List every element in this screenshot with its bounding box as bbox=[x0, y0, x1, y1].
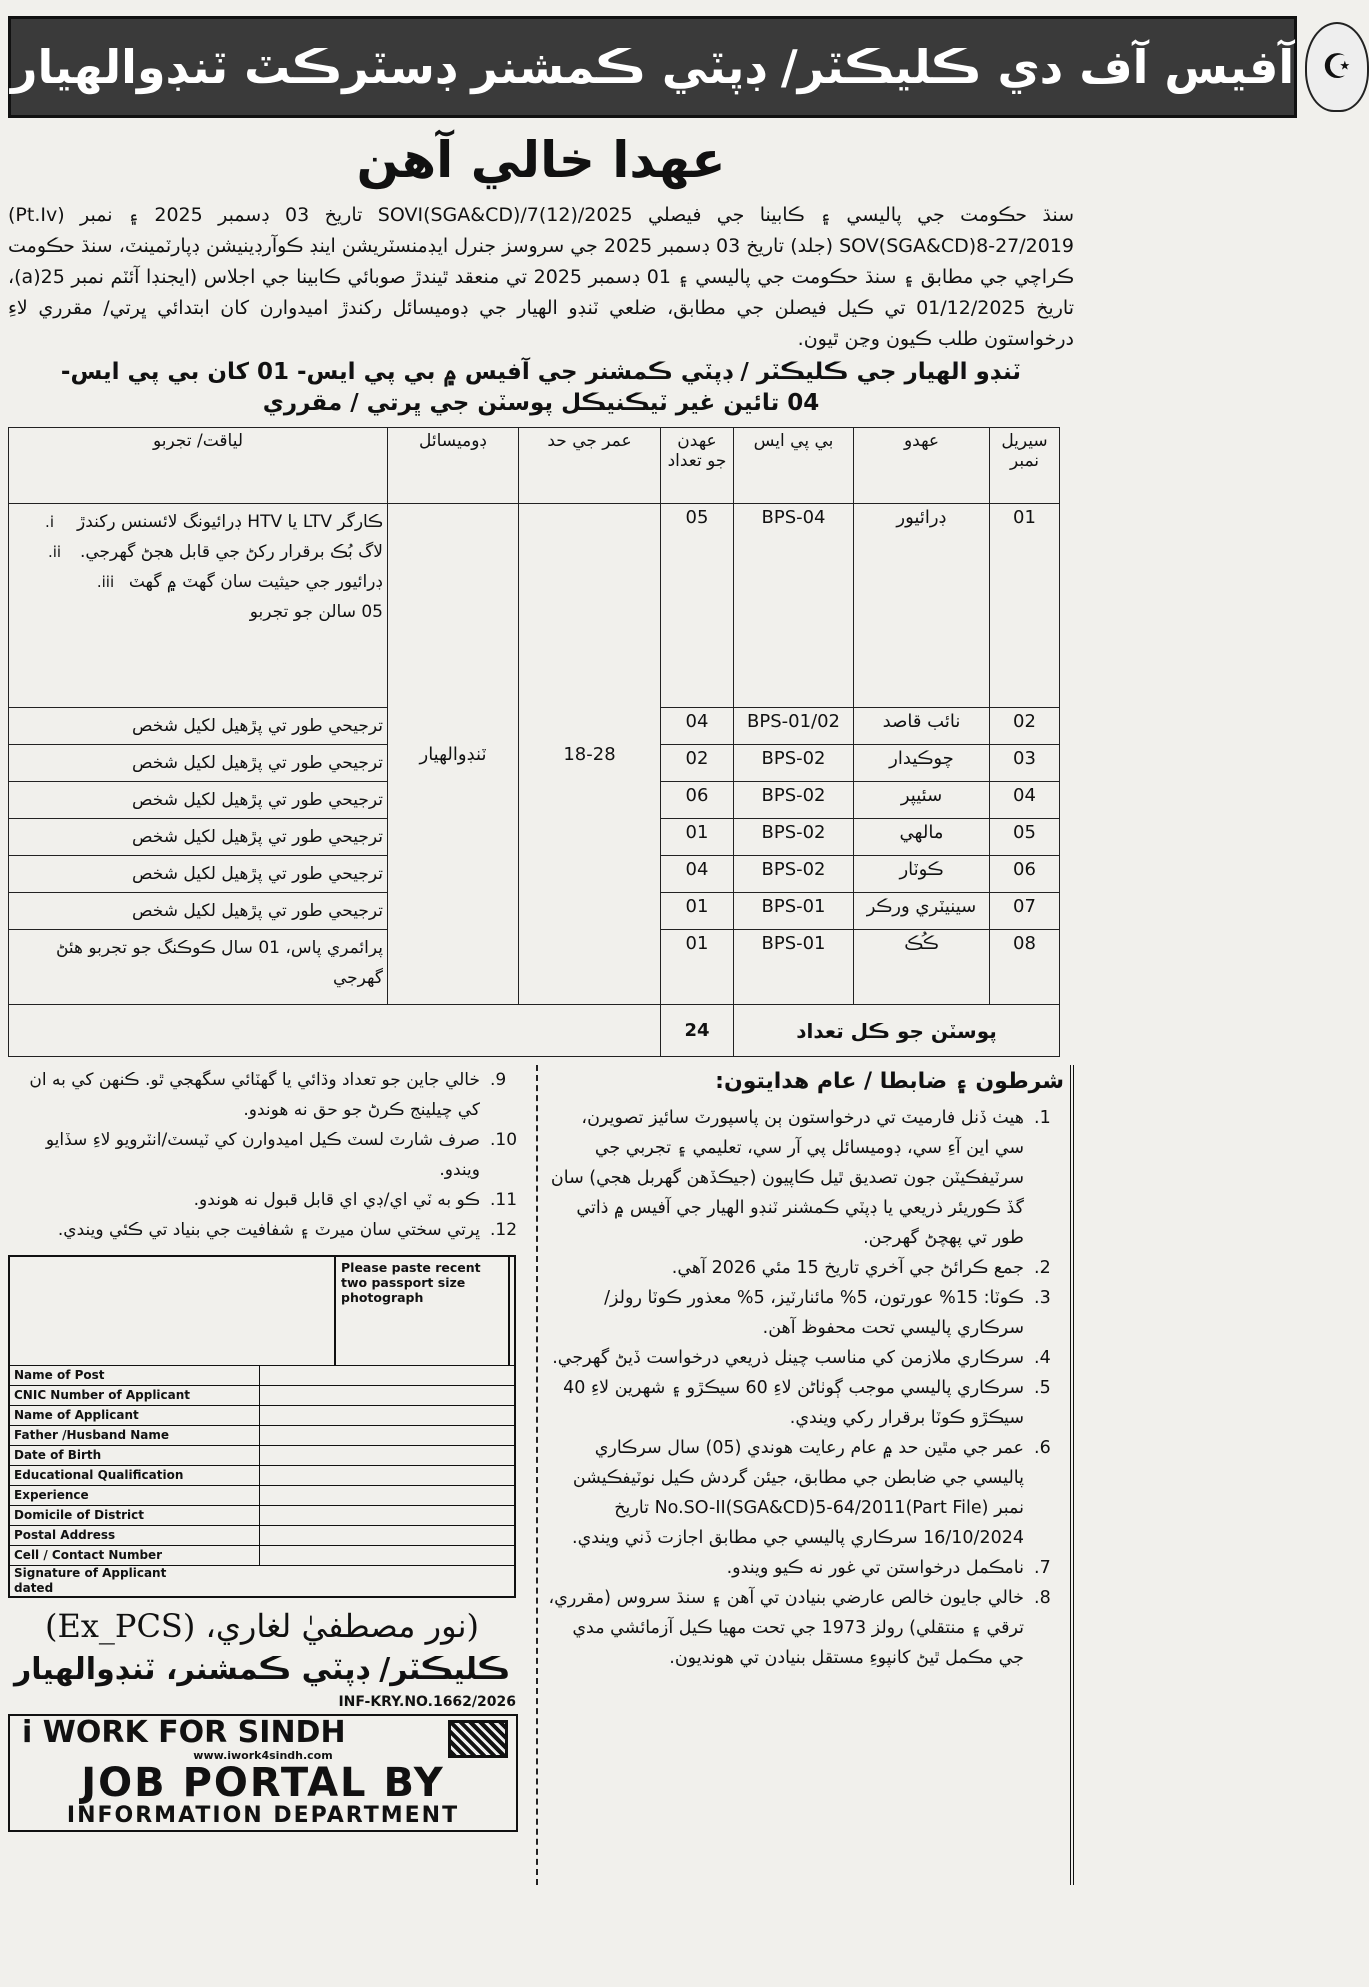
serial: 04 bbox=[990, 782, 1060, 819]
condition-item: 4. سرڪاري ملازمن کي مناسب چينل ذريعي درخواست ڏيڻ گهرجي. bbox=[552, 1348, 1051, 1368]
condition-item: 7. نامڪمل درخواستن تي غور نه ڪيو ويندو. bbox=[726, 1558, 1051, 1578]
qualification: ترجيحي طور تي پڙهيل لکيل شخص bbox=[9, 893, 388, 930]
left-column bbox=[8, 1065, 524, 1832]
additional-notes bbox=[8, 1065, 524, 1245]
note-item: 12. ڀرتي سختي سان ميرٽ ۽ شفافيت جي بنياد تي ڪئي ويندي. bbox=[57, 1220, 518, 1240]
post: سينيٽري ورڪر bbox=[854, 893, 990, 930]
form-field: Father /Husband Name bbox=[10, 1425, 514, 1445]
age-limit: 18-28 bbox=[519, 504, 661, 1005]
banner-url: www.iwork4sindh.com bbox=[193, 1749, 333, 1762]
signatory-name: (نور مصطفيٰ لغاري، (Ex_PCS) bbox=[45, 1607, 479, 1645]
total-empty bbox=[9, 1005, 661, 1057]
banner-line3: INFORMATION DEPARTMENT bbox=[66, 1803, 460, 1828]
count: 04 bbox=[661, 708, 734, 745]
count: 06 bbox=[661, 782, 734, 819]
bps: BPS-02 bbox=[734, 745, 854, 782]
count: 02 bbox=[661, 745, 734, 782]
post: ڪُڪ bbox=[854, 930, 990, 1005]
post: ڊرائيور bbox=[854, 504, 990, 708]
qualification-item: 05 سالن جو تجربو bbox=[249, 602, 383, 622]
application-form bbox=[8, 1255, 516, 1598]
qualification-item: ڪارگر LTV يا HTV ڊرائيونگ لائسنس رکندڙ i. bbox=[45, 512, 383, 532]
i-logo-icon: i bbox=[22, 1715, 33, 1750]
table-header-row bbox=[9, 428, 1060, 504]
col-serial: سيريل نمبر bbox=[990, 428, 1060, 504]
qualification: ترجيحي طور تي پڙهيل لکيل شخص bbox=[9, 856, 388, 893]
condition-item: 8. خالي جايون خالص عارضي بنيادن تي آهن ۽ سنڌ سروس (مقرري، ترقي ۽ منتقلي) رولز 1973 جي تحت مهيا ڪيل آزمائشي مدي جي مڪمل ٿيڻ کانپوءِ مستقل بنيادن تي هونديون. bbox=[548, 1588, 1051, 1668]
header-row bbox=[8, 16, 1353, 118]
post: چوڪيدار bbox=[854, 745, 990, 782]
serial: 07 bbox=[990, 893, 1060, 930]
condition-item: 6. عمر جي مٿين حد ۾ عام رعايت هوندي (05) سال سرڪاري پاليسي جي ضابطن جي مطابق، جيئن گردش ڪيل نوٽيفڪيشن نمبر No.SO-II(SGA&CD)5-64/2011(Part File) تاريخ 16/10/2024 سرڪاري پاليسي جي مطابق اجازت ڏني ويندي. bbox=[572, 1438, 1051, 1548]
post: ڪوٽار bbox=[854, 856, 990, 893]
form-field: Educational Qualification bbox=[10, 1465, 514, 1485]
office-title: آفيس آف دي ڪليڪٽر/ ڊپٽي ڪمشنر ڊسٽرڪٽ ٽنڊوالهيار bbox=[11, 40, 1295, 94]
condition-item: 1. هيٺ ڏنل فارميٽ تي درخواستون ٻن پاسپورٽ سائيز تصويرن، سي اين آءِ سي، ڊوميسائل پي آر سي، تعليمي ۽ تجربي جي سرٽيفڪيٽن جون تصديق ٿيل ڪاپيون (جيڪڏهن گهربل هجي) سان گڏ ڪوريئر ذريعي يا ڊپٽي ڪمشنر ٽنڊو الهيار جي آفيس ۾ ذاتي طور تي پهچڻ گهرجن. bbox=[550, 1108, 1051, 1248]
serial: 02 bbox=[990, 708, 1060, 745]
vacancies-heading: عهدا خالي آهن bbox=[356, 131, 726, 189]
serial: 05 bbox=[990, 819, 1060, 856]
form-field: Cell / Contact Number bbox=[10, 1545, 514, 1565]
count: 05 bbox=[661, 504, 734, 708]
signatory-designation: ڪليڪٽر/ ڊپٽي ڪمشنر، ٽنڊوالهيار bbox=[13, 1652, 511, 1687]
bps: BPS-04 bbox=[734, 504, 854, 708]
count: 04 bbox=[661, 856, 734, 893]
form-field: Experience bbox=[10, 1485, 514, 1505]
terms-heading: شرطون ۽ ضابطا / عام هدايتون: bbox=[715, 1069, 1064, 1094]
col-qualification: لياقت/ تجربو bbox=[9, 428, 388, 504]
total-label: پوسٽن جو ڪل تعداد bbox=[734, 1005, 1060, 1057]
bps: BPS-01 bbox=[734, 893, 854, 930]
qr-code-icon bbox=[448, 1720, 508, 1758]
inf-number: INF-KRY.NO.1662/2026 bbox=[338, 1694, 516, 1710]
serial: 01 bbox=[990, 504, 1060, 708]
bps: BPS-02 bbox=[734, 819, 854, 856]
serial: 03 bbox=[990, 745, 1060, 782]
bps: BPS-01 bbox=[734, 930, 854, 1005]
section-heading bbox=[8, 357, 1074, 419]
iwork-for-sindh-banner bbox=[8, 1714, 518, 1832]
total-count: 24 bbox=[661, 1005, 734, 1057]
section-heading-line: ٽنڊو الهيار جي ڪليڪٽر / ڊپٽي ڪمشنر جي آفيس ۾ بي پي ايس- 01 کان بي پي ايس- bbox=[60, 359, 1022, 385]
domicile: ٽنڊوالهيار bbox=[388, 504, 519, 1005]
form-field: Name of Applicant bbox=[10, 1405, 514, 1425]
bottom-section bbox=[8, 1065, 1074, 1885]
qualification: ترجيحي طور تي پڙهيل لکيل شخص bbox=[9, 819, 388, 856]
col-post: عهدو bbox=[854, 428, 990, 504]
form-fields bbox=[10, 1365, 514, 1610]
terms-conditions bbox=[536, 1065, 1074, 1885]
banner-line1: i WORK FOR SINDH bbox=[22, 1715, 346, 1750]
post: نائب قاصد bbox=[854, 708, 990, 745]
qualification: ترجيحي طور تي پڙهيل لکيل شخص bbox=[9, 782, 388, 819]
banner-line2: JOB PORTAL BY bbox=[81, 1760, 445, 1806]
form-field: Postal Address bbox=[10, 1525, 514, 1545]
count: 01 bbox=[661, 819, 734, 856]
note-item: 10. صرف شارٽ لسٽ ڪيل اميدوارن کي ٽيسٽ/انٽرويو لاءِ سڏايو ويندو. bbox=[45, 1130, 518, 1180]
serial: 06 bbox=[990, 856, 1060, 893]
sindh-emblem-icon: ☪ bbox=[1305, 22, 1369, 112]
post: مالهي bbox=[854, 819, 990, 856]
qualification-item: ڊرائيور جي حيثيت سان گهٽ ۾ گهٽ iii. bbox=[96, 572, 383, 592]
note-item: 9. خالي جاين جو تعداد وڌائي يا گهٽائي سگهجي ٿو. ڪنهن کي به ان کي چيلينج ڪرڻ جو حق نه هوندو. bbox=[29, 1070, 507, 1120]
section-heading-line: 04 تائين غير ٽيڪنيڪل پوسٽن جي ڀرتي / مقرري bbox=[262, 390, 820, 416]
driver-qualification bbox=[9, 504, 388, 708]
bps: BPS-02 bbox=[734, 782, 854, 819]
qualification: ترجيحي طور تي پڙهيل لکيل شخص bbox=[9, 745, 388, 782]
col-bps: بي پي ايس bbox=[734, 428, 854, 504]
bps: BPS-02 bbox=[734, 856, 854, 893]
bps: BPS-01/02 bbox=[734, 708, 854, 745]
col-count: عهدن جو تعداد bbox=[661, 428, 734, 504]
photo-box: Please paste recent two passport size photograph bbox=[334, 1257, 510, 1365]
vacancy-table bbox=[8, 427, 1060, 1057]
form-field: Domicile of District bbox=[10, 1505, 514, 1525]
count: 01 bbox=[661, 930, 734, 1005]
table-row bbox=[9, 504, 1060, 708]
condition-item: 5. سرڪاري پاليسي موجب ڳوٺاڻن لاءِ 60 سيڪڙو ۽ شهرين لاءِ 40 سيڪڙو ڪوٽا برقرار رکي ويندي. bbox=[563, 1378, 1051, 1428]
total-row bbox=[9, 1005, 1060, 1057]
signature-field: Signature of Applicant dated bbox=[10, 1565, 514, 1610]
qualification: ترجيحي طور تي پڙهيل لکيل شخص bbox=[9, 708, 388, 745]
note-item: 11. ڪو به ٽي اي/ڊي اي قابل قبول نه هوندو. bbox=[193, 1190, 518, 1210]
post: سئيپر bbox=[854, 782, 990, 819]
col-age: عمر جي حد bbox=[519, 428, 661, 504]
intro-paragraph: سنڌ حڪومت جي پاليسي ۽ ڪابينا جي فيصلي SOVI(SGA&CD)/7(12)/2025 تاريخ 03 ڊسمبر 2025 ۽ نمبر (Pt.Iv) SOV(SGA&CD)8-27/2019 (جلد) تاريخ 03 ڊسمبر 2025 جي سروسز جنرل ايڊمنسٽريشن اينڊ ڪوآرڊينيشن ڊپارٽمينٽ، سنڌ حڪومت ڪراچي جي مطابق ۽ سنڌ حڪومت جي پاليسي ۽ 01 ڊسمبر 2025 تي منعقد ٿيندڙ صوبائي ڪابينا جي اجلاس (ايجنڊا آئٽم نمبر 25(a)، تاريخ 01/12/2025 تي ڪيل فيصلن جي مطابق، ضلعي ٽنڊو الهيار جي ڊوميسائل رکندڙ اميدوارن کان ابتدائي ڀرتي/ مقرري لاءِ درخواستون طلب ڪيون وڃن ٿيون. bbox=[8, 204, 1075, 350]
form-field: Date of Birth bbox=[10, 1445, 514, 1465]
form-field: Name of Post bbox=[10, 1365, 514, 1385]
condition-item: 3. ڪوٽا: 15% عورتون، 5% مائنارٽيز، 5% معذور ڪوٽا رولز/ سرڪاري پاليسي تحت محفوظ آهن. bbox=[604, 1288, 1051, 1338]
qualification-item: لاگ بُڪ برقرار رکڻ جي قابل هجڻ گهرجي. ii. bbox=[47, 542, 383, 562]
office-title-banner bbox=[8, 16, 1297, 118]
form-field: CNIC Number of Applicant bbox=[10, 1385, 514, 1405]
qualification: پرائمري پاس، 01 سال ڪوڪنگ جو تجربو هئڻ گهرجي bbox=[9, 930, 388, 1005]
condition-item: 2. جمع ڪرائڻ جي آخري تاريخ 15 مئي 2026 آهي. bbox=[671, 1258, 1051, 1278]
serial: 08 bbox=[990, 930, 1060, 1005]
count: 01 bbox=[661, 893, 734, 930]
col-domicile: ڊوميسائل bbox=[388, 428, 519, 504]
